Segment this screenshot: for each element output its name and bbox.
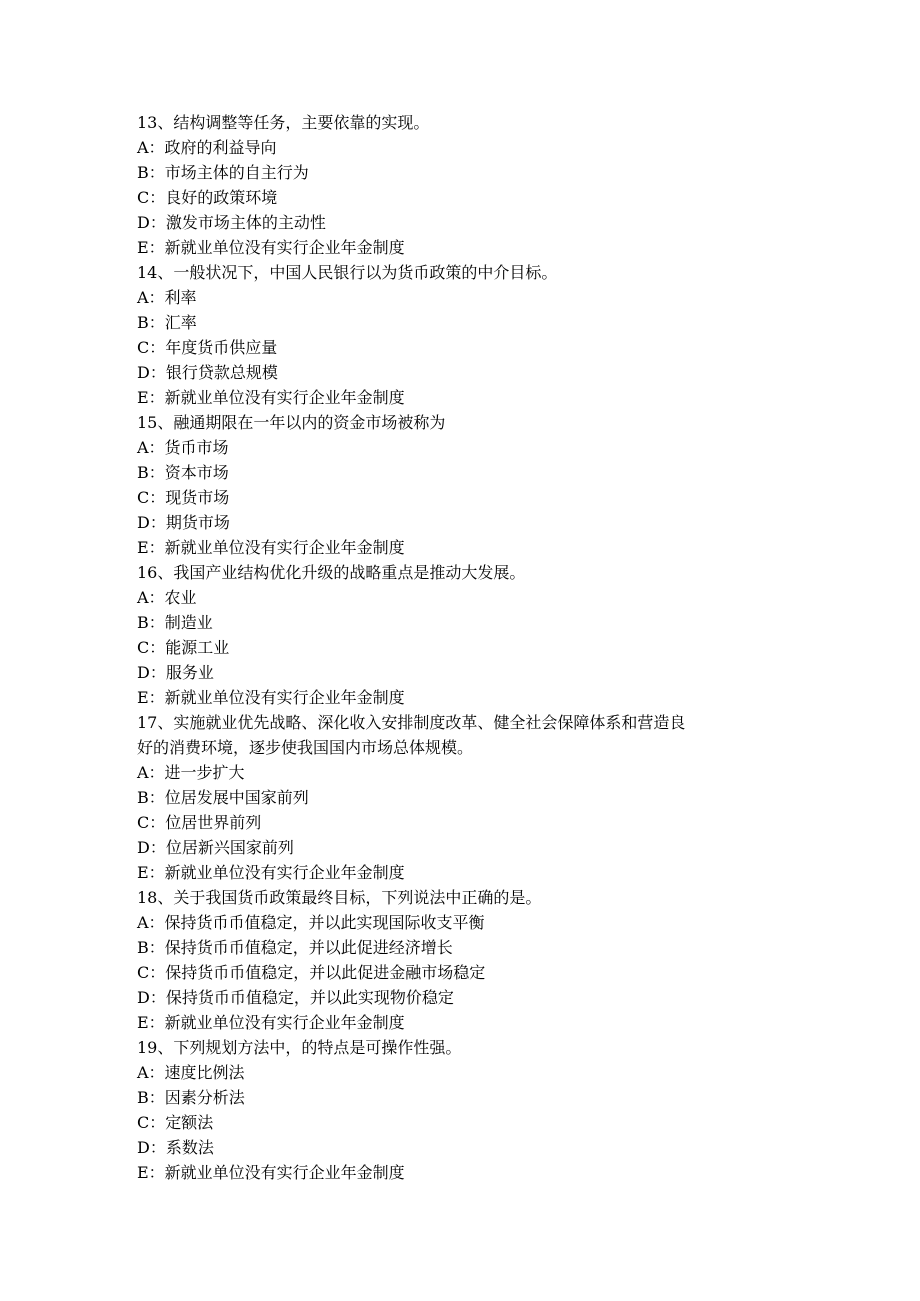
question-15 bbox=[137, 410, 787, 560]
option-a: A：速度比例法 bbox=[137, 1063, 245, 1082]
option-e: E：新就业单位没有实行企业年金制度 bbox=[137, 1163, 405, 1182]
option-a: A：政府的利益导向 bbox=[137, 138, 277, 157]
option-b: B：因素分析法 bbox=[137, 1088, 245, 1107]
option-c: C：年度货币供应量 bbox=[137, 338, 278, 357]
option-e: E：新就业单位没有实行企业年金制度 bbox=[137, 538, 405, 557]
option-c: C：能源工业 bbox=[137, 638, 230, 657]
option-c: C：保持货币币值稳定，并以此促进金融市场稳定 bbox=[137, 963, 486, 982]
question-18 bbox=[137, 885, 787, 1035]
question-13 bbox=[137, 110, 787, 260]
option-b: B：保持货币币值稳定，并以此促进经济增长 bbox=[137, 938, 453, 957]
option-e: E：新就业单位没有实行企业年金制度 bbox=[137, 1013, 405, 1032]
option-b: B：资本市场 bbox=[137, 463, 229, 482]
question-16 bbox=[137, 560, 787, 710]
question-14 bbox=[137, 260, 787, 410]
document-body bbox=[137, 110, 787, 1185]
option-c: C：良好的政策环境 bbox=[137, 188, 278, 207]
question-stem: 13、结构调整等任务，主要依靠的实现。 bbox=[137, 113, 430, 132]
question-stem: 17、实施就业优先战略、深化收入安排制度改革、健全社会保障体系和营造良 bbox=[137, 713, 686, 732]
option-e: E：新就业单位没有实行企业年金制度 bbox=[137, 688, 405, 707]
option-d: D：激发市场主体的主动性 bbox=[137, 213, 326, 232]
question-stem: 14、一般状况下，中国人民银行以为货币政策的中介目标。 bbox=[137, 263, 558, 282]
question-stem: 18、关于我国货币政策最终目标，下列说法中正确的是。 bbox=[137, 888, 542, 907]
option-e: E：新就业单位没有实行企业年金制度 bbox=[137, 863, 405, 882]
question-stem-continued: 好的消费环境，逐步使我国国内市场总体规模。 bbox=[137, 738, 474, 757]
question-stem: 16、我国产业结构优化升级的战略重点是推动大发展。 bbox=[137, 563, 526, 582]
option-a: A：进一步扩大 bbox=[137, 763, 245, 782]
option-e: E：新就业单位没有实行企业年金制度 bbox=[137, 238, 405, 257]
option-d: D：银行贷款总规模 bbox=[137, 363, 278, 382]
option-b: B：汇率 bbox=[137, 313, 197, 332]
question-17 bbox=[137, 710, 787, 885]
option-d: D：期货市场 bbox=[137, 513, 230, 532]
question-stem: 15、融通期限在一年以内的资金市场被称为 bbox=[137, 413, 446, 432]
option-c: C：位居世界前列 bbox=[137, 813, 262, 832]
option-e: E：新就业单位没有实行企业年金制度 bbox=[137, 388, 405, 407]
question-stem: 19、下列规划方法中，的特点是可操作性强。 bbox=[137, 1038, 462, 1057]
question-19 bbox=[137, 1035, 787, 1185]
option-d: D：服务业 bbox=[137, 663, 214, 682]
option-b: B：市场主体的自主行为 bbox=[137, 163, 309, 182]
option-a: A：保持货币币值稳定，并以此实现国际收支平衡 bbox=[137, 913, 485, 932]
option-b: B：制造业 bbox=[137, 613, 213, 632]
option-c: C：现货市场 bbox=[137, 488, 230, 507]
option-d: D：系数法 bbox=[137, 1138, 214, 1157]
option-d: D：保持货币币值稳定，并以此实现物价稳定 bbox=[137, 988, 454, 1007]
option-a: A：农业 bbox=[137, 588, 197, 607]
option-c: C：定额法 bbox=[137, 1113, 214, 1132]
option-d: D：位居新兴国家前列 bbox=[137, 838, 294, 857]
option-a: A：货币市场 bbox=[137, 438, 229, 457]
option-a: A：利率 bbox=[137, 288, 197, 307]
option-b: B：位居发展中国家前列 bbox=[137, 788, 309, 807]
